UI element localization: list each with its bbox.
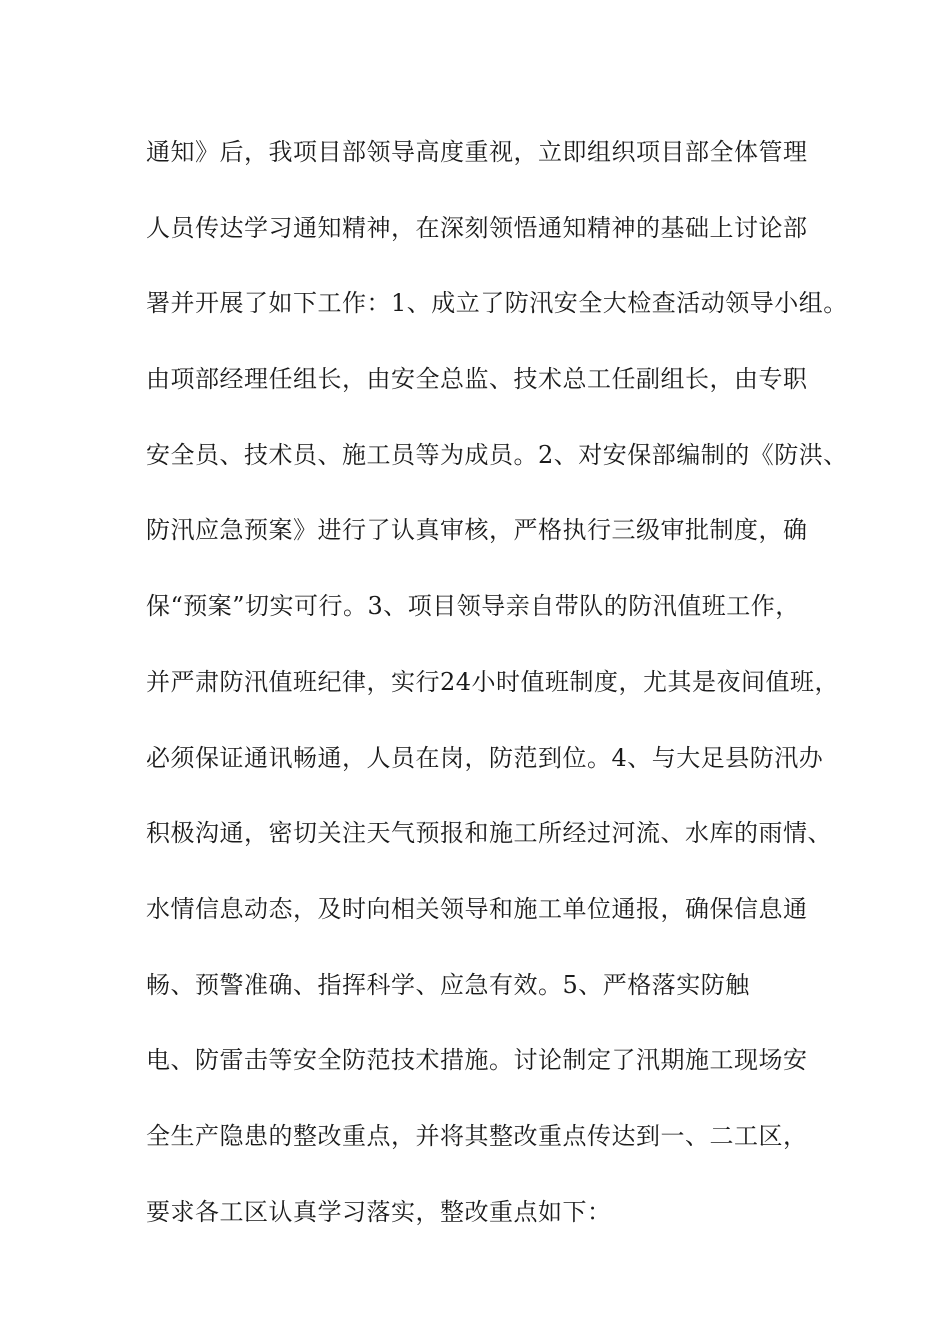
text-line: 必须保证通讯畅通，人员在岗，防范到位。4、与大足县防汛办 [146,743,824,772]
text-line: 安全员、技术员、施工员等为成员。2、对安保部编制的《防洪、 [146,440,848,469]
text-line: 保“预案”切实可行。3、项目领导亲自带队的防汛值班工作， [146,592,800,621]
text-line: 电、防雷击等安全防范技术措施。讨论制定了汛期施工现场安 [146,1046,808,1075]
text-line: 由项部经理任组长，由安全总监、技术总工任副组长，由专职 [146,365,808,394]
text-line: 署并开展了如下工作：1、成立了防汛安全大检查活动领导小组。 [146,289,848,318]
text-line: 并严肃防汛值班纪律，实行24小时值班制度，尤其是夜间值班， [146,667,840,696]
body-text [146,132,848,1267]
text-line: 积极沟通，密切关注天气预报和施工所经过河流、水库的雨情、 [146,819,832,848]
text-line: 要求各工区认真学习落实，整改重点如下： [146,1197,612,1226]
text-line: 水情信息动态，及时向相关领导和施工单位通报，确保信息通 [146,894,808,923]
text-line: 畅、预警准确、指挥科学、应急有效。5、严格落实防触 [146,970,750,999]
text-line: 防汛应急预案》进行了认真审核，严格执行三级审批制度，确 [146,516,808,545]
text-line: 人员传达学习通知精神，在深刻领悟通知精神的基础上讨论部 [146,213,808,242]
text-line: 通知》后，我项目部领导高度重视，立即组织项目部全体管理 [146,138,808,166]
text-line: 全生产隐患的整改重点，并将其整改重点传达到一、二工区， [146,1121,808,1150]
